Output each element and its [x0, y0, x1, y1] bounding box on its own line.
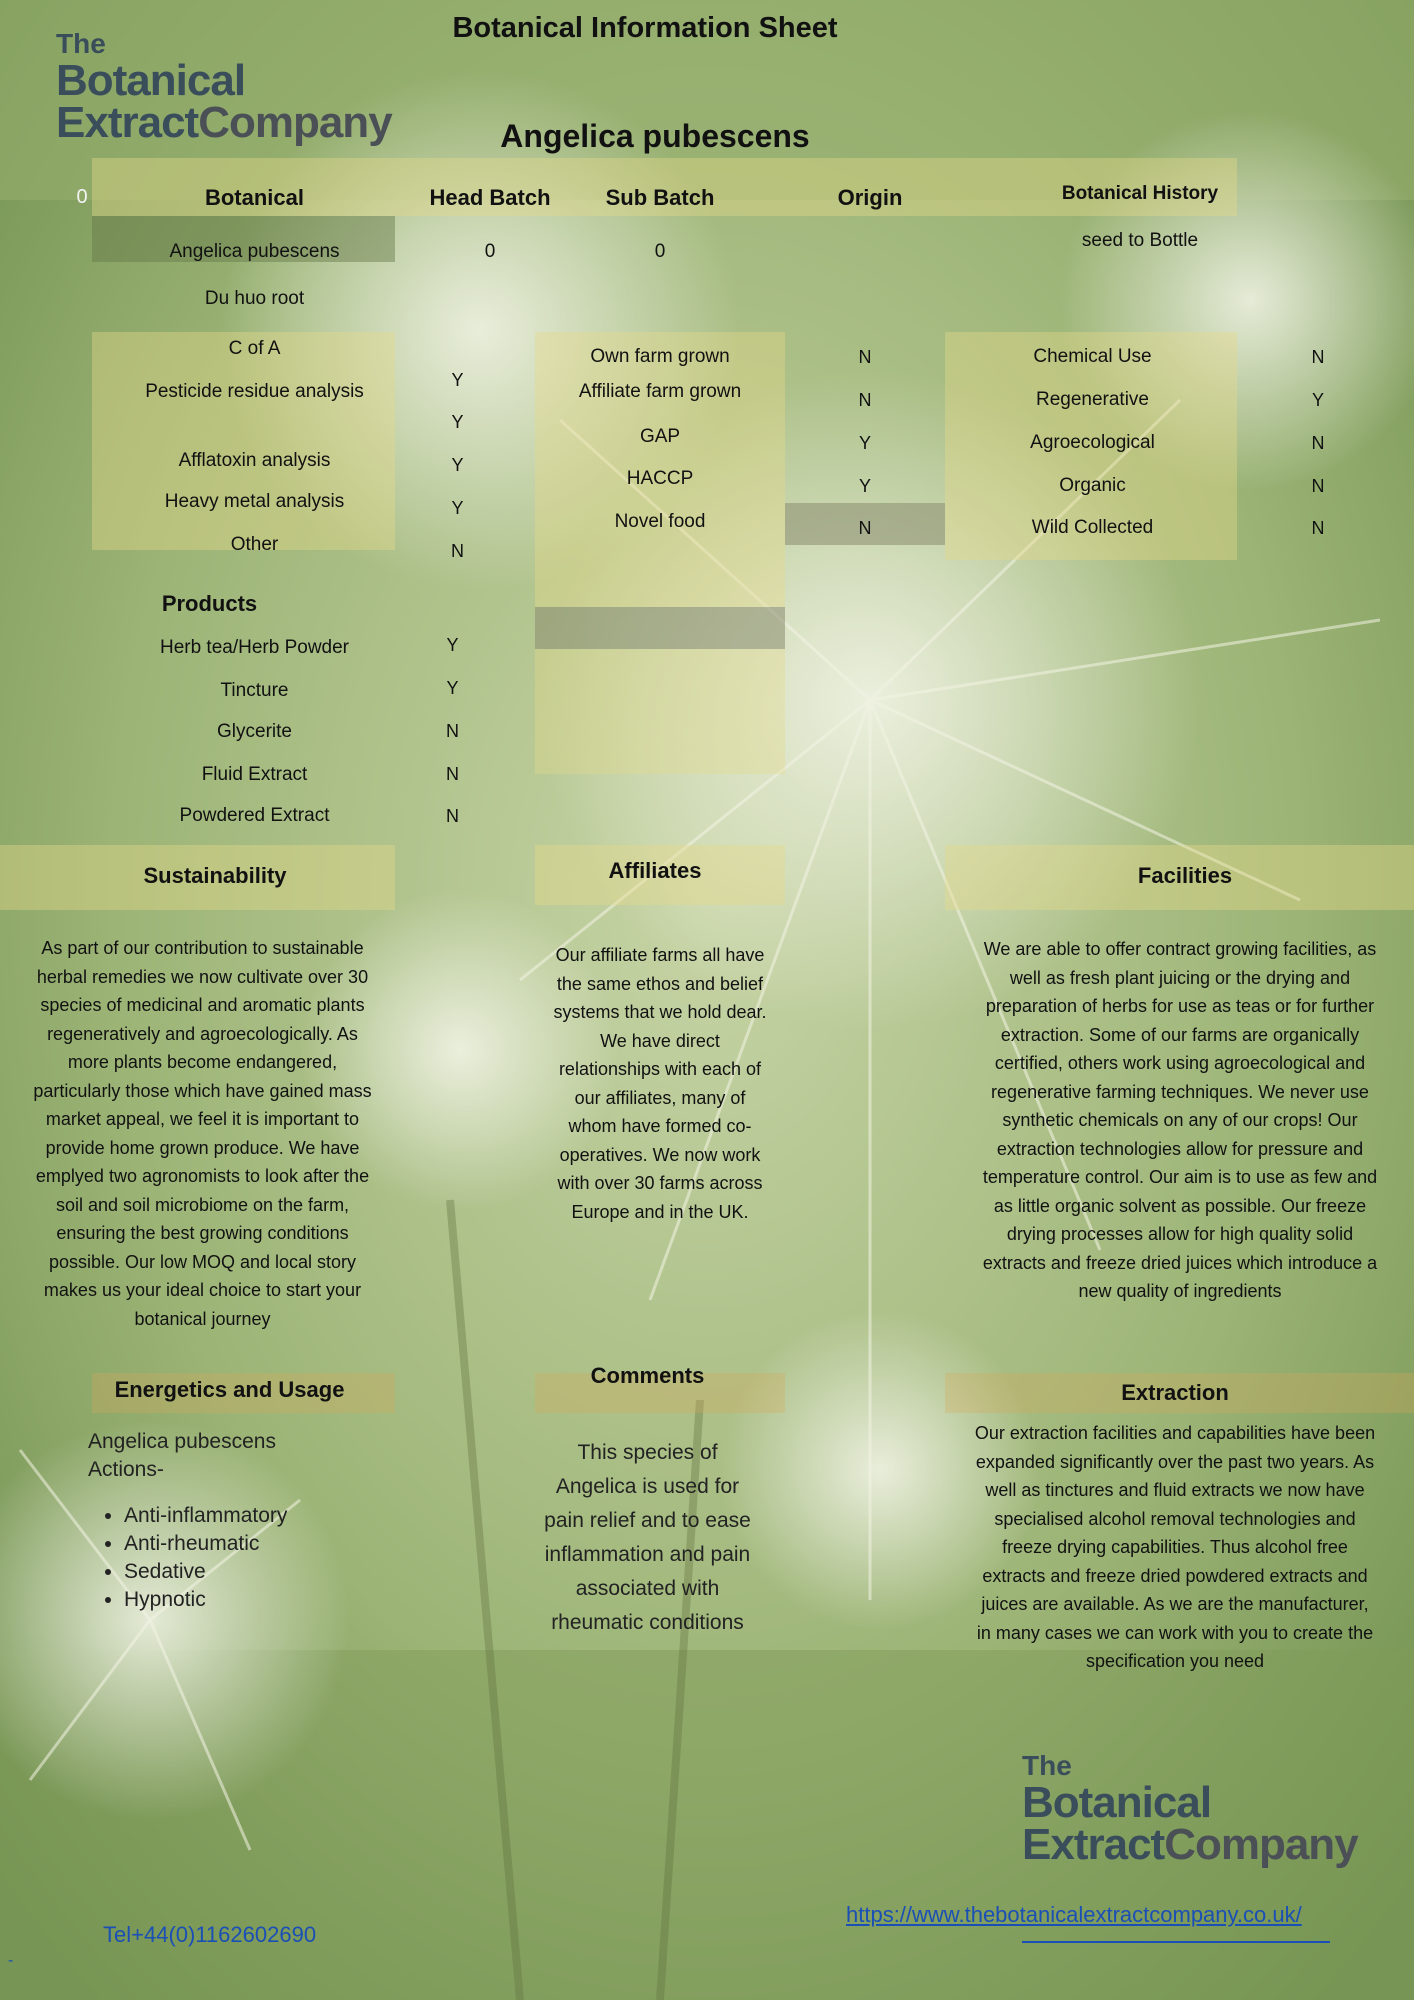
sourcing-label-gap: GAP [639, 426, 681, 447]
analysis-label-heavy-metal: Heavy metal analysis [164, 491, 345, 512]
company-logo-top [56, 28, 436, 147]
analysis-label-afflatoxin: Afflatoxin analysis [178, 450, 331, 471]
practice-value-wild: N [1311, 518, 1325, 538]
list-item: • Sedative [124, 1558, 388, 1586]
products-title: Products [161, 591, 258, 616]
analysis-label-pesticide: Pesticide residue analysis [145, 381, 364, 402]
practice-label-regenerative: Regenerative [1035, 389, 1150, 410]
sub-batch-value: 0 [654, 241, 666, 262]
product-value-tincture: Y [446, 678, 459, 698]
product-value-herb-tea: Y [446, 635, 459, 655]
analysis-label-coa: C of A [228, 338, 281, 359]
sustainability-text: As part of our contribution to sustainable herbal remedies we now cultivate over 30 species of medicinal and aromatic plants regeneratively and agroecologically. As more plants become endangered, particularly those which have gained mass market appeal, we feel it is important to provide home grown produce. We have emplyed two agronomists to look after the soil and soil microbiome on the farm, ensuring the best growing conditions possible. Our low MOQ and local story makes us your ideal choice to start your botanical journey [33, 938, 372, 1329]
practice-value-agroecological: N [1311, 433, 1325, 453]
sourcing-value-affiliate: N [858, 390, 872, 410]
company-logo-bottom [1022, 1750, 1402, 1869]
band-sourcing-gray [535, 607, 785, 649]
energetics-body [88, 1428, 388, 1614]
practice-label-wild: Wild Collected [1031, 517, 1154, 538]
list-item: • Anti-rheumatic [124, 1530, 388, 1558]
analysis-label-other: Other [230, 534, 279, 555]
logo-the: The [56, 28, 106, 59]
sourcing-value-own-farm: N [858, 347, 872, 367]
header-botanical: Botanical [204, 185, 305, 210]
botanical-name: Angelica pubescens [169, 241, 340, 262]
product-label-herb-tea: Herb tea/Herb Powder [159, 637, 350, 658]
logo-botanical: Botanical [56, 56, 246, 105]
common-name: Du huo root [204, 288, 305, 309]
species-title: Angelica pubescens [500, 118, 810, 154]
list-item: • Hypnotic [124, 1586, 388, 1614]
practice-value-organic: N [1311, 476, 1325, 496]
product-value-fluid-extract: N [446, 764, 459, 784]
link-underline [1022, 1941, 1330, 1943]
comments-title: Comments [590, 1363, 705, 1388]
product-value-powdered-extract: N [446, 806, 459, 826]
practice-value-chemical: N [1311, 347, 1325, 367]
actions-list [88, 1502, 388, 1614]
product-label-fluid-extract: Fluid Extract [201, 764, 308, 785]
website-link[interactable]: https://www.thebotanicalextractcompany.co.uk/ [846, 1902, 1302, 1927]
energetics-actions-label: Actions- [88, 1458, 164, 1481]
facilities-title: Facilities [1137, 863, 1233, 888]
list-item: • Anti-inflammatory [124, 1502, 388, 1530]
logo-the: The [1022, 1750, 1072, 1781]
sheet-title: Botanical Information Sheet [452, 12, 838, 44]
product-label-glycerite: Glycerite [217, 721, 292, 742]
analysis-value-afflatoxin: Y [451, 455, 464, 475]
product-value-glycerite: N [446, 721, 459, 741]
sourcing-label-novel-food: Novel food [614, 511, 706, 532]
practice-value-regenerative: Y [1311, 390, 1324, 410]
header-head-batch: Head Batch [429, 185, 551, 210]
product-label-tincture: Tincture [220, 680, 289, 701]
analysis-value-coa: Y [451, 370, 464, 390]
practice-label-agroecological: Agroecological [1030, 432, 1155, 453]
practice-label-chemical: Chemical Use [1033, 346, 1152, 367]
header-origin: Origin [837, 185, 903, 210]
sustainability-title: Sustainability [143, 863, 287, 888]
extraction-title: Extraction [1121, 1380, 1229, 1405]
logo-extract-company: ExtractCompany [56, 98, 392, 147]
analysis-value-heavy-metal: Y [451, 498, 464, 518]
botanical-history-value: seed to Bottle [1081, 230, 1199, 251]
logo-extract-company: ExtractCompany [1022, 1820, 1358, 1869]
extraction-text: Our extraction facilities and capabilities have been expanded significantly over the past two years. As well as tinctures and fluid extracts we now have specialised alcohol removal technologies and freeze drying capabilities. Thus alcohol free extracts and freeze dried powdered extracts and juices are available. As we are the manufacturer, in many cases we can work with you to create the specification you need [974, 1423, 1376, 1671]
analysis-value-other: N [451, 541, 464, 561]
header-botanical-history: Botanical History [1061, 183, 1219, 204]
band-sourcing-lower [535, 649, 785, 774]
practice-label-organic: Organic [1059, 475, 1126, 496]
energetics-title: Energetics and Usage [114, 1377, 345, 1402]
header-sub-batch: Sub Batch [605, 185, 715, 210]
affiliates-text: Our affiliate farms all have the same ethos and belief systems that we hold dear. We have direct relationships with each of our affiliates, many of whom have formed co- operatives. We now work with over 30 farms across Europe and in the UK. [553, 945, 767, 1222]
comments-text: This species of Angelica is used for pain relief and to ease inflammation and pain associated with rheumatic conditions [544, 1441, 751, 1634]
sourcing-value-novel-food: N [858, 518, 872, 538]
product-label-powdered-extract: Powdered Extract [179, 805, 330, 826]
sourcing-value-gap: Y [858, 433, 871, 453]
sourcing-value-haccp: Y [858, 476, 871, 496]
facilities-text: We are able to offer contract growing facilities, as well as fresh plant juicing or the drying and preparation of herbs for use as teas or for further extraction. Some of our farms are organically certified, others work using agroecological and regenerative farming techniques. We never use synthetic chemicals on any of our crops! Our extraction technologies allow for pressure and temperature control. Our aim is to use as few and as little organic solvent as possible. Our freeze drying processes allow for high quality solid extracts and freeze dried juices which introduce a new quality of ingredients [982, 939, 1378, 1301]
sourcing-label-affiliate: Affiliate farm grown [578, 381, 742, 402]
telephone-number: Tel+44(0)1162602690 [103, 1922, 317, 1947]
head-batch-value: 0 [484, 241, 496, 262]
affiliates-title: Affiliates [608, 858, 702, 883]
analysis-value-pesticide: Y [451, 412, 464, 432]
energetics-species: Angelica pubescens [88, 1430, 276, 1453]
logo-botanical: Botanical [1022, 1778, 1212, 1827]
footer-dash: - [8, 1952, 14, 1969]
zero-marker: 0 [76, 186, 88, 208]
sourcing-label-own-farm: Own farm grown [590, 346, 730, 367]
band-analysis [92, 332, 395, 550]
sourcing-label-haccp: HACCP [626, 468, 694, 489]
